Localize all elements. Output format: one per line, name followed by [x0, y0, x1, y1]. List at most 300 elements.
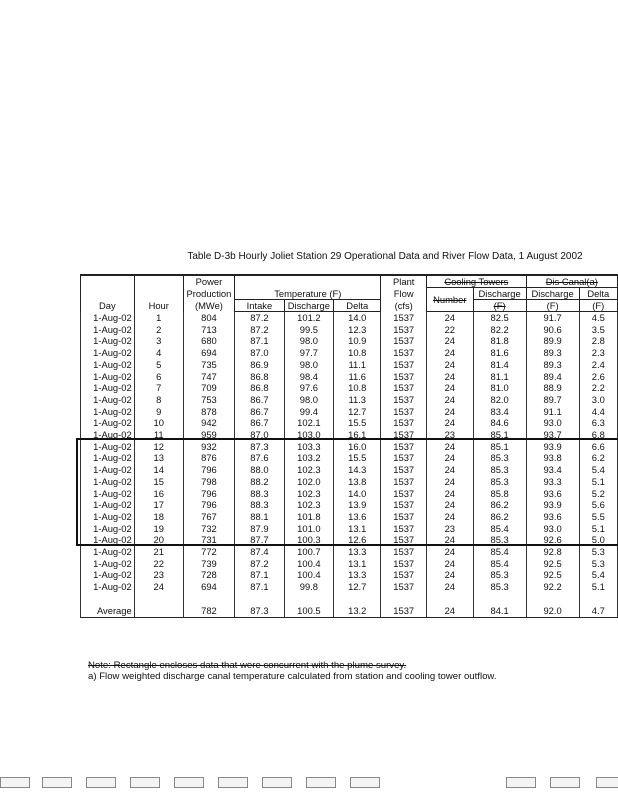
header-dis-canal: Dis Canal(a) — [526, 275, 617, 288]
cell-intake: 88.1 — [235, 511, 285, 523]
header-temperature: Temperature (F) — [235, 288, 381, 300]
cell-intake: 87.1 — [235, 335, 285, 347]
cell-delta: 13.1 — [334, 558, 381, 570]
cell-discharge: 97.7 — [284, 347, 333, 359]
cell-flow: 1537 — [381, 569, 427, 581]
cell-dc-discharge: 93.3 — [526, 476, 579, 488]
cell-flow: 1537 — [381, 312, 427, 324]
cell-ct-discharge: 85.3 — [473, 569, 526, 581]
table-row — [81, 371, 618, 383]
cell-day: 1-Aug-02 — [81, 429, 135, 441]
gap-cell — [381, 593, 427, 605]
cell-dc-delta: 5.0 — [579, 534, 617, 546]
cell-ct-discharge: 86.2 — [473, 511, 526, 523]
table-row — [81, 534, 618, 546]
cell-dc-discharge: 93.8 — [526, 452, 579, 464]
cell-dc-delta: 5.4 — [579, 569, 617, 581]
cell-ct-discharge: 85.8 — [473, 488, 526, 500]
cell-dc-delta: 5.5 — [579, 511, 617, 523]
cell-flow: 1537 — [381, 499, 427, 511]
cell-dc-discharge: 88.9 — [526, 382, 579, 394]
cell-delta: 14.0 — [334, 488, 381, 500]
cell-intake: 86.7 — [235, 406, 285, 418]
cell-day: 1-Aug-02 — [81, 371, 135, 383]
header-hour: Hour — [134, 300, 183, 312]
gap-cell — [334, 593, 381, 605]
cell-discharge: 100.4 — [284, 569, 333, 581]
cell-dc-delta: 6.6 — [579, 441, 617, 453]
cell-flow: 1537 — [381, 441, 427, 453]
cell-discharge: 103.2 — [284, 452, 333, 464]
cell-day: 1-Aug-02 — [81, 558, 135, 570]
cell-intake: 87.0 — [235, 347, 285, 359]
cell-discharge: 102.3 — [284, 499, 333, 511]
table-row — [81, 546, 618, 558]
cell-flow: 1537 — [381, 464, 427, 476]
cell-day: 1-Aug-02 — [81, 464, 135, 476]
cell-intake: 87.2 — [235, 558, 285, 570]
table-row — [81, 452, 618, 464]
cell-day: 1-Aug-02 — [81, 569, 135, 581]
cell-number: 24 — [426, 406, 473, 418]
cell-dc-delta: 6.2 — [579, 452, 617, 464]
cell-hour: 5 — [134, 359, 183, 371]
cell-number: 24 — [426, 488, 473, 500]
cell-power: 959 — [183, 429, 234, 441]
cell-number: 24 — [426, 335, 473, 347]
header-power-production: Production — [183, 288, 234, 300]
header-intake: Intake — [235, 300, 285, 312]
cell-intake: 87.6 — [235, 452, 285, 464]
header-flow-label: Flow — [381, 288, 427, 300]
cell-number: 24 — [426, 394, 473, 406]
table-row — [81, 476, 618, 488]
cell-hour: 11 — [134, 429, 183, 441]
table-row — [81, 394, 618, 406]
average-dc-delta: 4.7 — [579, 605, 617, 617]
gap-cell — [235, 593, 285, 605]
header-flow: Plant — [381, 275, 427, 288]
header-delta: Delta — [334, 300, 381, 312]
cell-power: 753 — [183, 394, 234, 406]
cell-dc-delta: 4.4 — [579, 406, 617, 418]
average-flow: 1537 — [381, 605, 427, 617]
cell-delta: 16.0 — [334, 441, 381, 453]
cell-flow: 1537 — [381, 581, 427, 593]
cell-discharge: 98.0 — [284, 394, 333, 406]
cell-power: 709 — [183, 382, 234, 394]
header-hour-mid — [134, 288, 183, 300]
cell-number: 24 — [426, 499, 473, 511]
cell-discharge: 101.2 — [284, 312, 333, 324]
header-flow-unit: (cfs) — [381, 300, 427, 312]
cell-dc-delta: 5.4 — [579, 464, 617, 476]
cell-hour: 6 — [134, 371, 183, 383]
cell-day: 1-Aug-02 — [81, 476, 135, 488]
cell-dc-delta: 2.4 — [579, 359, 617, 371]
cell-hour: 3 — [134, 335, 183, 347]
table-title: Table D-3b Hourly Joliet Station 29 Operational Data and River Flow Data, 1 August 2002 — [187, 251, 583, 262]
cell-ct-discharge: 85.3 — [473, 534, 526, 546]
cell-ct-discharge: 85.4 — [473, 523, 526, 535]
cell-ct-discharge: 85.3 — [473, 464, 526, 476]
cell-dc-delta: 5.3 — [579, 558, 617, 570]
cell-flow: 1537 — [381, 394, 427, 406]
cell-discharge: 97.6 — [284, 382, 333, 394]
average-intake: 87.3 — [235, 605, 285, 617]
cell-power: 772 — [183, 546, 234, 558]
cell-discharge: 102.3 — [284, 488, 333, 500]
cell-number: 24 — [426, 371, 473, 383]
cell-day: 1-Aug-02 — [81, 488, 135, 500]
cell-power: 731 — [183, 534, 234, 546]
average-ct-discharge: 84.1 — [473, 605, 526, 617]
table-row — [81, 347, 618, 359]
cell-discharge: 99.5 — [284, 324, 333, 336]
cell-delta: 13.3 — [334, 569, 381, 581]
cell-dc-discharge: 90.6 — [526, 324, 579, 336]
cell-day: 1-Aug-02 — [81, 347, 135, 359]
cell-hour: 24 — [134, 581, 183, 593]
gap-cell — [81, 593, 135, 605]
cell-day: 1-Aug-02 — [81, 382, 135, 394]
header-temp-spacer — [235, 275, 381, 288]
cell-ct-discharge: 81.1 — [473, 371, 526, 383]
table-row — [81, 558, 618, 570]
cell-day: 1-Aug-02 — [81, 324, 135, 336]
cell-hour: 19 — [134, 523, 183, 535]
cell-ct-discharge: 82.5 — [473, 312, 526, 324]
cell-discharge: 98.0 — [284, 359, 333, 371]
cell-delta: 10.9 — [334, 335, 381, 347]
cell-number: 24 — [426, 569, 473, 581]
cell-ct-discharge: 82.2 — [473, 324, 526, 336]
cell-hour: 22 — [134, 558, 183, 570]
cell-delta: 14.0 — [334, 312, 381, 324]
cell-dc-delta: 2.2 — [579, 382, 617, 394]
cell-number: 24 — [426, 417, 473, 429]
cell-intake: 88.0 — [235, 464, 285, 476]
cell-hour: 17 — [134, 499, 183, 511]
table-row — [81, 523, 618, 535]
cell-discharge: 102.1 — [284, 417, 333, 429]
cell-power: 804 — [183, 312, 234, 324]
table-row — [81, 429, 618, 441]
cell-intake: 87.1 — [235, 569, 285, 581]
table-row — [81, 464, 618, 476]
operational-data-table — [80, 274, 618, 618]
cell-intake: 87.0 — [235, 429, 285, 441]
cell-delta: 12.6 — [334, 534, 381, 546]
cell-intake: 88.3 — [235, 488, 285, 500]
header-cooling-towers: Cooling Towers — [426, 275, 526, 288]
cell-power: 878 — [183, 406, 234, 418]
cell-delta: 13.8 — [334, 476, 381, 488]
average-dc-discharge: 92.0 — [526, 605, 579, 617]
cell-delta: 10.8 — [334, 347, 381, 359]
cell-dc-discharge: 92.8 — [526, 546, 579, 558]
cell-intake: 87.7 — [235, 534, 285, 546]
cell-hour: 1 — [134, 312, 183, 324]
cell-ct-discharge: 81.0 — [473, 382, 526, 394]
header-power-unit: (MWe) — [183, 300, 234, 312]
cell-dc-discharge: 91.7 — [526, 312, 579, 324]
gap-cell — [526, 593, 579, 605]
cell-delta: 12.7 — [334, 406, 381, 418]
cell-day: 1-Aug-02 — [81, 417, 135, 429]
header-discharge: Discharge — [284, 300, 333, 312]
gap-cell — [284, 593, 333, 605]
table-row — [81, 312, 618, 324]
cell-ct-discharge: 84.6 — [473, 417, 526, 429]
cell-power: 694 — [183, 347, 234, 359]
cell-power: 680 — [183, 335, 234, 347]
cell-number: 23 — [426, 429, 473, 441]
table-row — [81, 324, 618, 336]
cell-power: 932 — [183, 441, 234, 453]
cell-day: 1-Aug-02 — [81, 523, 135, 535]
table-row — [81, 382, 618, 394]
cell-number: 22 — [426, 324, 473, 336]
table-row — [81, 569, 618, 581]
cell-delta: 13.6 — [334, 511, 381, 523]
cell-day: 1-Aug-02 — [81, 312, 135, 324]
cell-power: 876 — [183, 452, 234, 464]
cell-number: 24 — [426, 464, 473, 476]
cell-day: 1-Aug-02 — [81, 335, 135, 347]
cell-dc-delta: 2.8 — [579, 335, 617, 347]
cell-dc-discharge: 89.3 — [526, 347, 579, 359]
cell-flow: 1537 — [381, 429, 427, 441]
header-ct-discharge: Discharge — [473, 288, 526, 300]
cell-hour: 13 — [134, 452, 183, 464]
cell-discharge: 103.3 — [284, 441, 333, 453]
cell-number: 24 — [426, 546, 473, 558]
cell-flow: 1537 — [381, 417, 427, 429]
cell-ct-discharge: 85.3 — [473, 452, 526, 464]
cell-dc-delta: 5.6 — [579, 499, 617, 511]
cell-power: 942 — [183, 417, 234, 429]
cell-number: 24 — [426, 347, 473, 359]
cell-dc-discharge: 93.9 — [526, 499, 579, 511]
cell-discharge: 99.8 — [284, 581, 333, 593]
cell-ct-discharge: 85.4 — [473, 546, 526, 558]
cell-flow: 1537 — [381, 476, 427, 488]
cell-day: 1-Aug-02 — [81, 511, 135, 523]
average-power: 782 — [183, 605, 234, 617]
cell-number: 24 — [426, 534, 473, 546]
cell-dc-discharge: 89.9 — [526, 335, 579, 347]
average-label: Average — [81, 605, 135, 617]
table-row — [81, 406, 618, 418]
cell-flow: 1537 — [381, 558, 427, 570]
cell-flow: 1537 — [381, 511, 427, 523]
cell-dc-discharge: 89.4 — [526, 371, 579, 383]
cell-day: 1-Aug-02 — [81, 406, 135, 418]
cell-flow: 1537 — [381, 347, 427, 359]
cell-ct-discharge: 85.3 — [473, 476, 526, 488]
header-dc-unit: (F) — [526, 300, 579, 312]
cell-flow: 1537 — [381, 335, 427, 347]
cell-dc-discharge: 93.0 — [526, 523, 579, 535]
cell-discharge: 99.4 — [284, 406, 333, 418]
cell-number: 24 — [426, 359, 473, 371]
cell-discharge: 98.0 — [284, 335, 333, 347]
cell-hour: 10 — [134, 417, 183, 429]
cell-hour: 18 — [134, 511, 183, 523]
cell-dc-discharge: 93.7 — [526, 429, 579, 441]
header-day: Day — [81, 300, 135, 312]
cell-hour: 9 — [134, 406, 183, 418]
header-day-top — [81, 275, 135, 288]
cell-dc-discharge: 93.0 — [526, 417, 579, 429]
cell-dc-delta: 3.5 — [579, 324, 617, 336]
header-hour-top — [134, 275, 183, 288]
cell-delta: 16.1 — [334, 429, 381, 441]
cell-dc-discharge: 89.7 — [526, 394, 579, 406]
cell-dc-discharge: 92.6 — [526, 534, 579, 546]
cell-hour: 15 — [134, 476, 183, 488]
cell-dc-delta: 5.2 — [579, 488, 617, 500]
cell-delta: 12.7 — [334, 581, 381, 593]
cell-dc-discharge: 89.3 — [526, 359, 579, 371]
cell-number: 24 — [426, 441, 473, 453]
table-row — [81, 335, 618, 347]
cell-discharge: 100.4 — [284, 558, 333, 570]
cell-discharge: 103.0 — [284, 429, 333, 441]
cell-dc-discharge: 92.5 — [526, 558, 579, 570]
gap-cell — [183, 593, 234, 605]
gap-cell — [579, 593, 617, 605]
cell-delta: 11.3 — [334, 394, 381, 406]
cell-dc-discharge: 92.2 — [526, 581, 579, 593]
cell-power: 747 — [183, 371, 234, 383]
cell-power: 798 — [183, 476, 234, 488]
cell-number: 23 — [426, 523, 473, 535]
average-delta: 13.2 — [334, 605, 381, 617]
cell-power: 739 — [183, 558, 234, 570]
cell-delta: 15.5 — [334, 417, 381, 429]
cell-discharge: 101.0 — [284, 523, 333, 535]
cell-number: 24 — [426, 511, 473, 523]
gap-cell — [134, 593, 183, 605]
cell-delta: 11.6 — [334, 371, 381, 383]
cell-ct-discharge: 81.8 — [473, 335, 526, 347]
cell-hour: 2 — [134, 324, 183, 336]
cell-number: 24 — [426, 382, 473, 394]
footnote-a: a) Flow weighted discharge canal temperature calculated from station and cooling tower outflow. — [88, 671, 497, 682]
cell-intake: 88.3 — [235, 499, 285, 511]
cell-discharge: 102.0 — [284, 476, 333, 488]
cell-delta: 13.9 — [334, 499, 381, 511]
table-notes — [88, 660, 497, 682]
cell-dc-delta: 4.5 — [579, 312, 617, 324]
cell-dc-discharge: 92.5 — [526, 569, 579, 581]
cell-flow: 1537 — [381, 534, 427, 546]
cell-power: 796 — [183, 488, 234, 500]
cell-flow: 1537 — [381, 324, 427, 336]
cell-ct-discharge: 86.2 — [473, 499, 526, 511]
cell-intake: 87.3 — [235, 441, 285, 453]
cell-hour: 12 — [134, 441, 183, 453]
cell-ct-discharge: 85.1 — [473, 441, 526, 453]
header-power: Power — [183, 275, 234, 288]
average-number: 24 — [426, 605, 473, 617]
cell-number: 24 — [426, 452, 473, 464]
cell-ct-discharge: 85.1 — [473, 429, 526, 441]
cell-dc-discharge: 93.9 — [526, 441, 579, 453]
table-row — [81, 417, 618, 429]
cell-intake: 87.2 — [235, 324, 285, 336]
average-row — [81, 605, 618, 617]
cell-dc-delta: 5.1 — [579, 581, 617, 593]
cell-delta: 11.1 — [334, 359, 381, 371]
cell-intake: 88.2 — [235, 476, 285, 488]
cell-hour: 16 — [134, 488, 183, 500]
cell-flow: 1537 — [381, 452, 427, 464]
cell-day: 1-Aug-02 — [81, 394, 135, 406]
average-discharge: 100.5 — [284, 605, 333, 617]
cell-dc-discharge: 93.4 — [526, 464, 579, 476]
cell-hour: 23 — [134, 569, 183, 581]
cell-intake: 86.9 — [235, 359, 285, 371]
cell-delta: 13.3 — [334, 546, 381, 558]
cell-intake: 86.7 — [235, 394, 285, 406]
cell-hour: 21 — [134, 546, 183, 558]
rectangle-note: Note: Rectangle encloses data that were concurrent with the plume survey. — [88, 660, 407, 671]
cell-power: 728 — [183, 569, 234, 581]
cell-flow: 1537 — [381, 406, 427, 418]
table-row — [81, 499, 618, 511]
cell-hour: 20 — [134, 534, 183, 546]
cell-ct-discharge: 83.4 — [473, 406, 526, 418]
cell-discharge: 101.8 — [284, 511, 333, 523]
table-row — [81, 488, 618, 500]
cell-intake: 87.2 — [235, 312, 285, 324]
cell-dc-discharge: 93.6 — [526, 488, 579, 500]
cell-dc-delta: 3.0 — [579, 394, 617, 406]
cell-ct-discharge: 81.4 — [473, 359, 526, 371]
header-day-mid — [81, 288, 135, 300]
header-dc-discharge: Discharge — [526, 288, 579, 300]
cell-ct-discharge: 81.6 — [473, 347, 526, 359]
cell-dc-delta: 5.3 — [579, 546, 617, 558]
header-ct-number: Number — [426, 288, 473, 312]
cell-hour: 8 — [134, 394, 183, 406]
average-hour — [134, 605, 183, 617]
cell-hour: 14 — [134, 464, 183, 476]
cell-intake: 87.9 — [235, 523, 285, 535]
cell-dc-discharge: 93.6 — [526, 511, 579, 523]
cell-intake: 86.8 — [235, 371, 285, 383]
cell-flow: 1537 — [381, 546, 427, 558]
cell-intake: 87.1 — [235, 581, 285, 593]
cell-intake: 86.7 — [235, 417, 285, 429]
table-row — [81, 359, 618, 371]
cell-number: 24 — [426, 312, 473, 324]
cell-discharge: 100.3 — [284, 534, 333, 546]
cell-discharge: 98.4 — [284, 371, 333, 383]
cell-dc-delta: 2.6 — [579, 371, 617, 383]
cell-intake: 87.4 — [235, 546, 285, 558]
cell-flow: 1537 — [381, 371, 427, 383]
cell-power: 796 — [183, 464, 234, 476]
cell-number: 24 — [426, 558, 473, 570]
cell-day: 1-Aug-02 — [81, 452, 135, 464]
cell-ct-discharge: 85.3 — [473, 581, 526, 593]
cell-power: 694 — [183, 581, 234, 593]
cell-day: 1-Aug-02 — [81, 534, 135, 546]
